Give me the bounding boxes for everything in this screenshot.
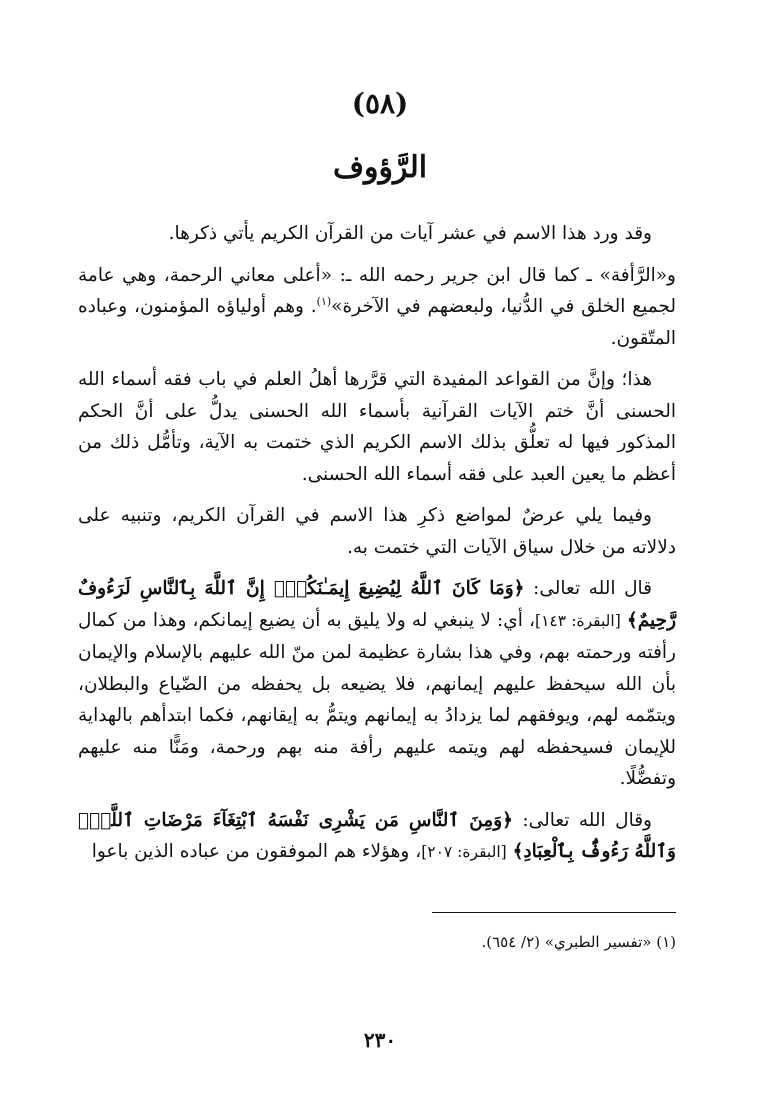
paragraph-2-tail: . وهم أولياؤه المؤمنون، وعباده المتّقون. bbox=[78, 296, 676, 349]
paragraph-5 bbox=[78, 573, 676, 795]
quran-verse-2: ﴿وَمِنَ ٱلنَّاسِ مَن يَشْرِى نَفْسَهُ ٱبْتِغَآءَ مَرْضَاتِ ٱللَّهِۗ وَٱللَّهُ رَءُوفٌۢ بِٱلْعِبَادِ﴾ bbox=[78, 809, 676, 862]
verse-reference-1: [البقرة: ١٤٣] bbox=[535, 611, 621, 630]
footnote-divider bbox=[432, 912, 676, 913]
paragraph-5-text: ، أي: لا ينبغي له ولا يليق به أن يضيع إيمانكم، وهذا من كمال رأفته ورحمته بهم، وفي هذا بشارة عظيمة لمن منّ الله عليهم بالإسلام والإيمان بأن الله سيحفظ عليهم إيمانهم، فلا يضيعه بل يحفظه من الضّياع والبطلان، ويتمّمه لهم، ويوفقهم لما يزدادُ به إيمانهم ويتمُّ به إيقانهم، فكما ابتدأهم بالهداية للإيمان فسيحفظه لهم ويتمه عليهم رأفة منه بهم ورحمة، ومَنًّا منه عليهم وتفضُّلًا. bbox=[78, 609, 676, 789]
page-number: ٢٣٠ bbox=[363, 1028, 397, 1052]
body-text bbox=[78, 218, 676, 879]
paragraph-2 bbox=[78, 260, 676, 355]
chapter-title: الرَّؤوف bbox=[332, 150, 428, 185]
paragraph-3: هذا؛ وإنَّ من القواعد المفيدة التي قرَّرها أهلُ العلم في باب فقه أسماء الله الحسنى أنَّ ختم الآيات القرآنية بأسماء الله الحسنى يدلُّ على أنَّ الحكم المذكور فيها له تعلُّق بذلك الاسم الكريم الذي ختمت به الآية، وتأمُّل ذلك من أعظم ما يعين العبد على فقه أسماء الله الحسنى. bbox=[78, 369, 676, 485]
chapter-number: (٥٨) bbox=[351, 87, 409, 120]
paragraph-6 bbox=[78, 805, 676, 869]
paragraph-6-text: ، وهؤلاء هم الموفقون من عباده الذين باعوا bbox=[91, 841, 422, 862]
paragraph-4: وفيما يلي عرضٌ لمواضع ذكرِ هذا الاسم في القرآن الكريم، وتنبيه على دلالاته من خلال سياق الآيات التي ختمت به. bbox=[78, 505, 676, 558]
quran-verse-1: ﴿وَمَا كَانَ ٱللَّهُ لِيُضِيعَ إِيمَـٰنَكُمْۚ إِنَّ ٱللَّهَ بِٱلنَّاسِ لَرَءُوفٌ رَّحِيمٌ﴾ bbox=[78, 578, 677, 631]
paragraph-2-text: و«الرَّأفة» ـ كما قال ابن جرير رحمه الله ـ: «أعلى معاني الرحمة، وهي عامة لجميع الخلق في الدُّنيا، ولبعضهم في الآخرة» bbox=[78, 264, 676, 317]
verse-reference-2: [البقرة: ٢٠٧] bbox=[421, 843, 507, 861]
paragraph-1: وقد ورد هذا الاسم في عشر آيات من القرآن الكريم يأتي ذكرها. bbox=[168, 223, 652, 244]
paragraph-5-intro: قال الله تعالى: bbox=[524, 578, 652, 599]
footnote-marker[interactable]: (١) bbox=[316, 294, 332, 308]
footnote: (١) «تفسير الطبري» (٢/ ٦٥٤). bbox=[481, 933, 676, 951]
paragraph-6-intro: وقال الله تعالى: bbox=[512, 809, 652, 831]
